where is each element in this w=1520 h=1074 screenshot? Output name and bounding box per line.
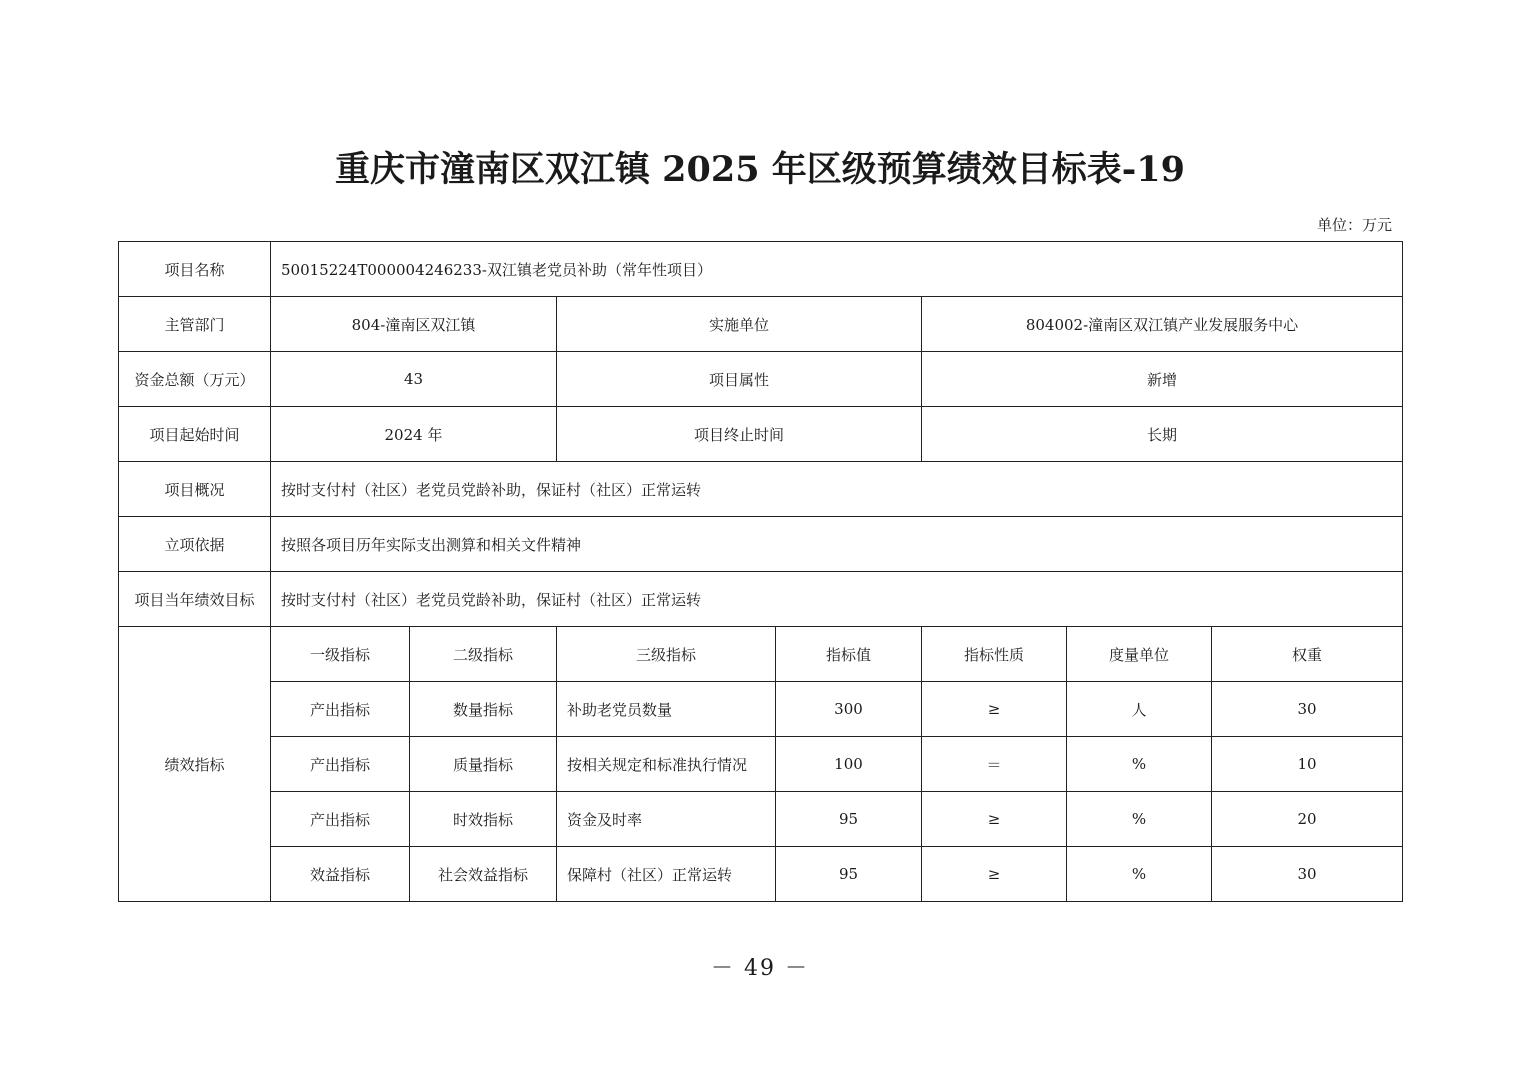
indicator-row [119,847,1403,902]
header-weight: 权重 [1212,627,1403,682]
indicator-level3: 资金及时率 [557,792,776,847]
project-name-label: 项目名称 [119,242,271,297]
indicator-row [119,737,1403,792]
basis-value: 按照各项目历年实际支出测算和相关文件精神 [271,517,1403,572]
end-time-label: 项目终止时间 [557,407,922,462]
indicator-level2: 社会效益指标 [410,847,557,902]
indicator-header-row [119,627,1403,682]
indicator-level1: 产出指标 [271,737,410,792]
indicator-value: 300 [776,682,922,737]
annual-goal-label: 项目当年绩效目标 [119,572,271,627]
page-number: － 49 － [711,956,809,981]
annual-goal-value: 按时支付村（社区）老党员党龄补助，保证村（社区）正常运转 [271,572,1403,627]
indicator-row [119,682,1403,737]
row-overview [119,462,1403,517]
implementer-label: 实施单位 [557,297,922,352]
page-title: 重庆市潼南区双江镇 2025 年区级预算绩效目标表-19 [334,149,1186,190]
indicator-level2: 时效指标 [410,792,557,847]
indicator-level3: 保障村（社区）正常运转 [557,847,776,902]
indicator-row [119,792,1403,847]
indicator-value: 95 [776,792,922,847]
indicator-unit: % [1067,847,1212,902]
indicators-section-label: 绩效指标 [119,627,271,902]
indicator-weight: 10 [1212,737,1403,792]
header-level1: 一级指标 [271,627,410,682]
funds-value: 43 [271,352,557,407]
row-basis [119,517,1403,572]
funds-label: 资金总额（万元） [119,352,271,407]
indicator-level3: 按相关规定和标准执行情况 [557,737,776,792]
budget-performance-table [118,241,1403,902]
indicator-nature: ≥ [922,792,1067,847]
indicator-value: 100 [776,737,922,792]
indicator-weight: 20 [1212,792,1403,847]
indicator-nature: ＝ [922,737,1067,792]
row-department [119,297,1403,352]
basis-label: 立项依据 [119,517,271,572]
row-project-name [119,242,1403,297]
indicator-unit: % [1067,737,1212,792]
header-value: 指标值 [776,627,922,682]
indicator-level2: 数量指标 [410,682,557,737]
header-level2: 二级指标 [410,627,557,682]
indicator-level1: 产出指标 [271,792,410,847]
row-annual-goal [119,572,1403,627]
row-funds [119,352,1403,407]
start-time-label: 项目起始时间 [119,407,271,462]
end-time-value: 长期 [922,407,1403,462]
indicator-level2: 质量指标 [410,737,557,792]
indicator-level1: 产出指标 [271,682,410,737]
indicator-value: 95 [776,847,922,902]
indicator-unit: 人 [1067,682,1212,737]
indicator-nature: ≥ [922,682,1067,737]
indicator-weight: 30 [1212,847,1403,902]
department-value: 804-潼南区双江镇 [271,297,557,352]
indicator-weight: 30 [1212,682,1403,737]
header-nature: 指标性质 [922,627,1067,682]
indicator-level1: 效益指标 [271,847,410,902]
project-attribute-label: 项目属性 [557,352,922,407]
indicator-level3: 补助老党员数量 [557,682,776,737]
unit-label: 单位：万元 [1316,216,1392,234]
header-unit: 度量单位 [1067,627,1212,682]
overview-value: 按时支付村（社区）老党员党龄补助，保证村（社区）正常运转 [271,462,1403,517]
project-name-value: 50015224T000004246233-双江镇老党员补助（常年性项目） [271,242,1403,297]
department-label: 主管部门 [119,297,271,352]
row-period [119,407,1403,462]
indicator-unit: % [1067,792,1212,847]
project-attribute-value: 新增 [922,352,1403,407]
indicator-nature: ≥ [922,847,1067,902]
implementer-value: 804002-潼南区双江镇产业发展服务中心 [922,297,1403,352]
header-level3: 三级指标 [557,627,776,682]
overview-label: 项目概况 [119,462,271,517]
start-time-value: 2024 年 [271,407,557,462]
